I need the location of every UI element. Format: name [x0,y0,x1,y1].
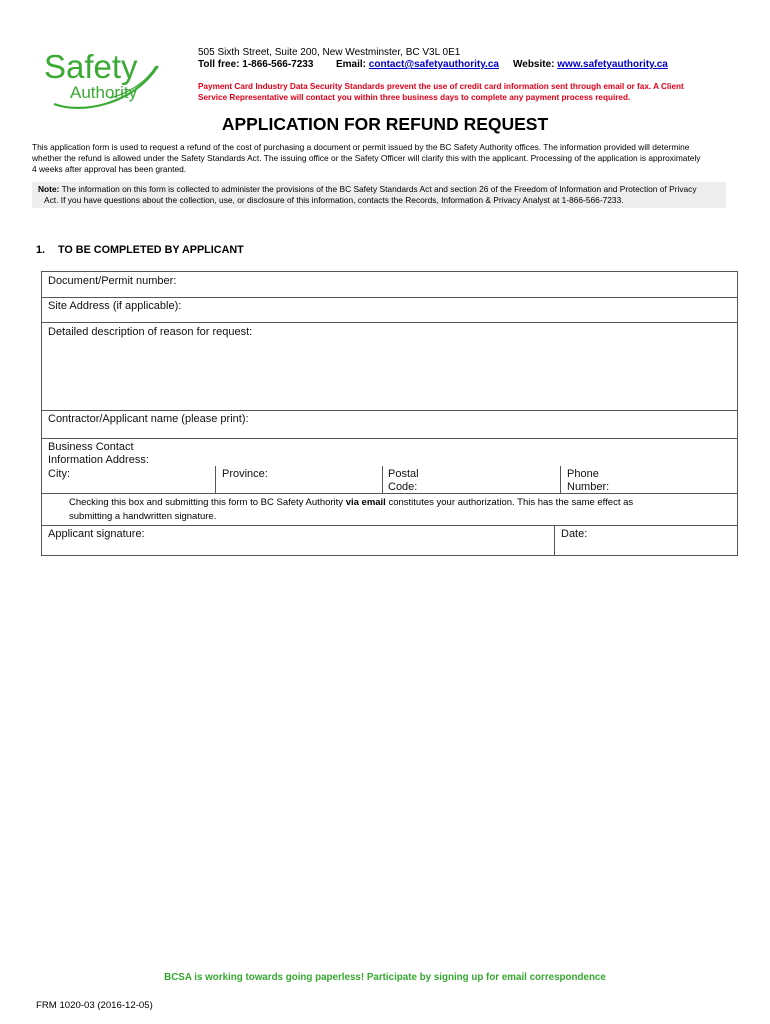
note-line-2: Act. If you have questions about the collection, use, or disclosure of this information, contacts the Records, Information & Privacy Analyst at 1-866-566-7233. [44,195,624,205]
province-label: Province: [222,468,268,480]
column-divider [215,466,216,493]
section-heading [36,244,244,256]
contractor-name-label: Contractor/Applicant name (please print): [48,413,249,425]
safety-authority-logo [40,46,162,110]
column-divider [382,466,383,493]
authorization-text: Checking this box and submitting this form to BC Safety Authority [69,497,346,508]
date-field[interactable] [597,526,732,555]
logo-text-authority: Authority [70,83,138,102]
contractor-name-field[interactable] [267,411,732,437]
form-code: FRM 1020-03 (2016-12-05) [36,1000,153,1011]
column-divider [560,466,561,493]
intro-line-1: This application form is used to request a refund of the cost of purchasing a document or permit issued by the BC Safety Authority offices. The information provided will determine [32,142,690,152]
business-contact-label-2: Information Address: [48,454,149,466]
section-number: 1. [36,244,46,256]
paperless-banner: BCSA is working towards going paperless! Participate by signing up for email correspondence [164,972,606,983]
intro-line-3: 4 weeks after approval has been granted. [32,164,187,174]
payment-notice-line-1: Payment Card Industry Data Security Standards prevent the use of credit card information sent through email or fax. A Client [198,82,684,91]
intro-line-2: whether the refund is allowed under the Safety Standards Act. The issuing office or the Safety Officer will clarify this with the applicant. Processing of the application is approximately [32,153,701,163]
business-address-field[interactable] [182,440,732,464]
email-label: Email: [336,59,367,70]
description-field[interactable] [48,342,732,408]
website-info [513,59,668,71]
authorization-via-email: via email [345,497,386,508]
postal-code-label-2: Code: [388,481,418,493]
email-link[interactable]: contact@safetyauthority.ca [368,59,499,70]
intro-paragraph [32,142,732,175]
column-divider [554,525,555,556]
applicant-signature-label: Applicant signature: [48,528,145,540]
row-divider [42,438,737,439]
note-line-1: The information on this form is collected to administer the provisions of the BC Safety Standards Act and section 26 of the Freedom of Information and Protection of Privacy [59,184,697,194]
authorization-line-2: submitting a handwritten signature. [69,511,217,522]
authorization-text-end: constitutes your authorization. This has the same effect as [385,497,634,508]
site-address-field[interactable] [202,298,732,321]
business-contact-label-1: Business Contact [48,441,134,453]
page-title: APPLICATION FOR REFUND REQUEST [221,114,549,134]
date-label: Date: [561,528,588,540]
phone-label-1: Phone [567,468,599,480]
authorization-line-1 [69,496,633,510]
applicant-signature-field[interactable] [162,526,552,555]
website-label: Website: [513,59,555,70]
description-label: Detailed description of reason for request: [48,326,253,338]
applicant-form-table [41,271,738,556]
document-permit-label: Document/Permit number: [48,275,177,287]
site-address-label: Site Address (if applicable): [48,300,182,312]
toll-free: Toll free: 1-866-566-7233 [198,59,314,70]
privacy-note-box [32,182,726,208]
logo-swoosh-icon [40,46,162,110]
address-line: 505 Sixth Street, Suite 200, New Westminster, BC V3L 0E1 [198,47,461,58]
email-info [336,59,499,71]
row-divider [42,322,737,323]
website-link[interactable]: www.safetyauthority.ca [557,59,668,70]
payment-notice-line-2: Service Representative will contact you within three business days to complete any payment process required. [198,93,631,102]
note-label: Note: [38,184,60,194]
document-permit-field[interactable] [192,273,732,296]
phone-label-2: Number: [567,481,610,493]
authorization-checkbox[interactable] [50,500,62,512]
city-label: City: [48,468,70,480]
logo-text-safety: Safety [44,48,138,85]
postal-code-label-1: Postal [388,468,419,480]
section-title: TO BE COMPLETED BY APPLICANT [58,244,244,256]
